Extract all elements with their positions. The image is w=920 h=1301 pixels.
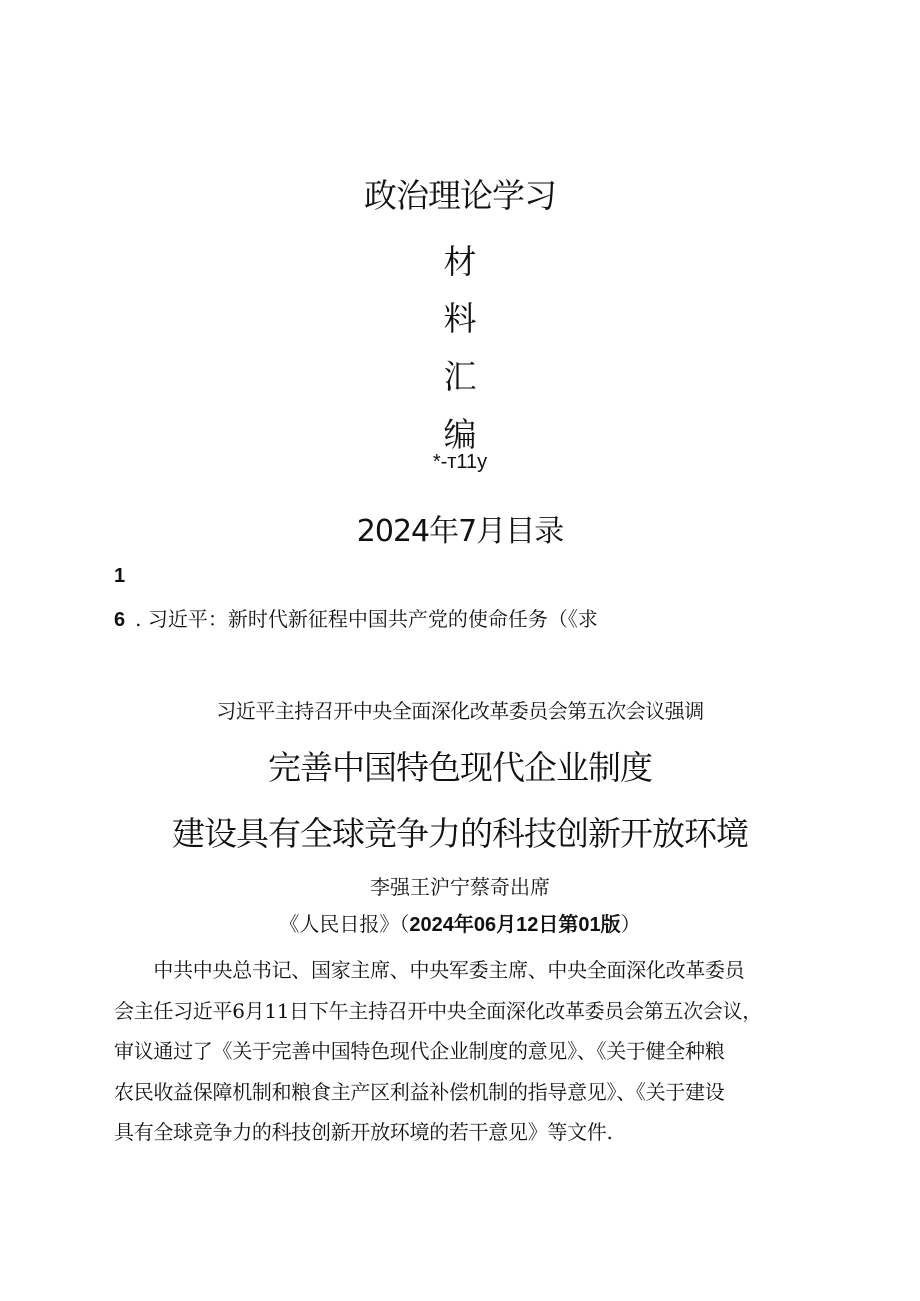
toc-number: 1 [114,565,126,587]
article-source [0,908,920,937]
title-char-3: 汇 [443,357,477,396]
body-line-2: 会主任习近平6月11日下午主持召开中央全面深化改革委员会第五次会议， [114,998,762,1023]
article-attendees: 李强王沪宁蔡奇出席 [370,875,550,899]
source-suffix: ） [620,912,641,936]
body-line-5: 具有全球竞争力的科技创新开放环境的若干意见》等文件. [114,1120,613,1144]
article-headline-2: 建设具有全球竞争力的科技创新开放环境 [172,814,748,853]
stray-ocr-text: *-т11y [432,451,488,473]
article-body [114,950,814,1153]
source-prefix: 《人民日报》（ [279,912,410,936]
body-line-1: 中共中央总书记、国家主席、中央军委主席、中央全面深化改革委员 [114,958,745,982]
document-title: 政治理论学习 [364,176,556,215]
toc-item[interactable] [114,603,598,632]
date-toc-heading: 2024年7月目录 [356,514,564,549]
article-kicker: 习近平主持召开中央全面深化改革委员会第五次会议强调 [216,699,704,723]
body-line-4: 农民收益保障机制和粮食主产区利益补偿机制的指导意见》、《关于建设 [114,1079,725,1104]
article-headline-1: 完善中国特色现代企业制度 [268,748,652,787]
source-date: 2024年06月12日第01版 [409,914,621,936]
title-char-2: 料 [443,299,477,338]
title-char-4: 编 [443,415,477,454]
body-line-3: 审议通过了《关于完善中国特色现代企业制度的意见》、《关于健全种粮 [114,1039,725,1063]
toc-item-number: 6 [114,609,126,631]
toc-item-text: . 习近平：新时代新征程中国共产党的使命任务（《求 [135,607,598,631]
title-char-1: 材 [443,242,477,281]
